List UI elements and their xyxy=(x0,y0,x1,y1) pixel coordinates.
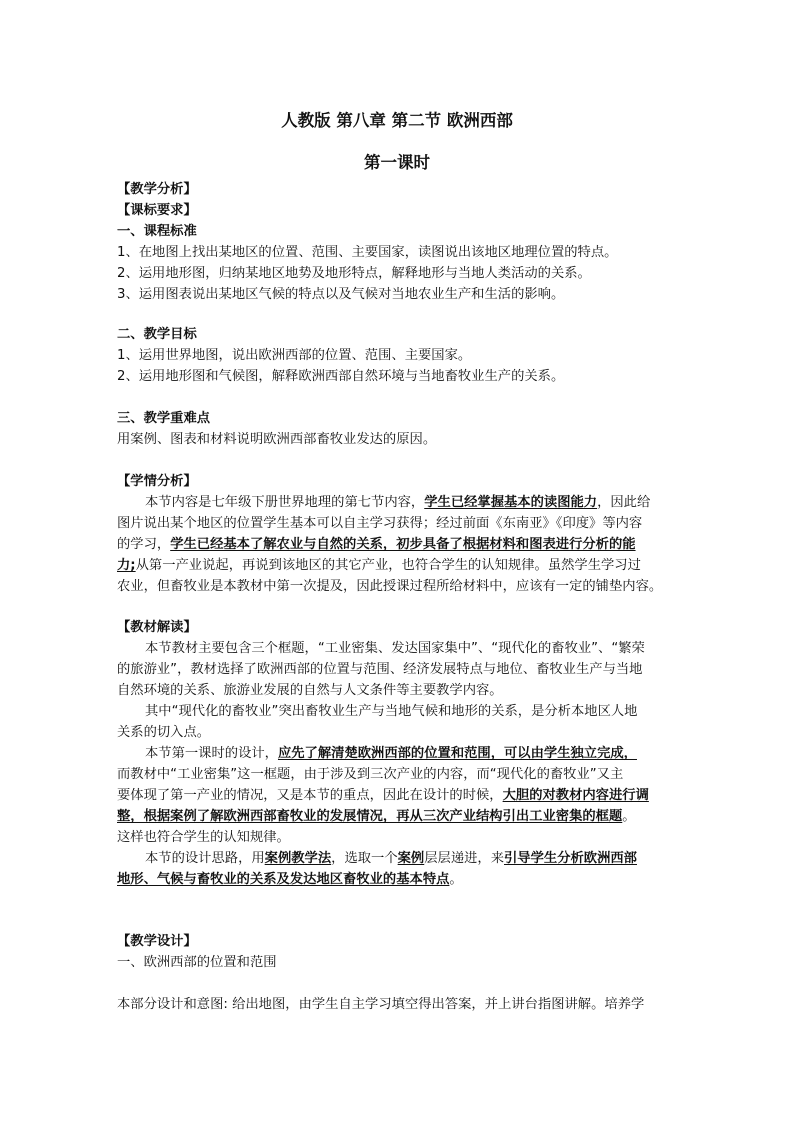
section-heading-design: 【教学设计】 xyxy=(117,934,197,949)
emphasis-text: 学生已经基本了解农业与自然的关系，初步具备了根据材料和图表进行分析的能 xyxy=(170,537,636,552)
textbook-paragraph-line xyxy=(117,869,677,890)
learner-paragraph-line xyxy=(117,492,705,513)
design-intent-line: 本部分设计和意图: 给出地图，由学生自主学习填空得出答案，并上讲台指图讲解。培养学 xyxy=(117,997,645,1012)
text-run: 。 xyxy=(622,809,636,824)
emphasis-text: 力; xyxy=(117,558,136,573)
text-run: 。 xyxy=(449,872,463,887)
textbook-paragraph-line: 本节教材主要包含三个框题，“工业密集、发达国家集中”、“现代化的畜牧业”、“繁荣 xyxy=(145,641,645,656)
subheading-standard: 一、课程标准 xyxy=(117,224,197,239)
emphasis-text: 大胆的对教材内容进行调 xyxy=(502,788,649,803)
subheading-goals: 二、教学目标 xyxy=(117,327,197,342)
text-run: 本节第一课时的设计， xyxy=(145,746,278,761)
subheading-keypoint: 三、教学重难点 xyxy=(117,411,211,426)
document-title: 人教版 第八章 第二节 欧洲西部 xyxy=(281,111,513,130)
textbook-paragraph-line: 其中“现代化的畜牧业”突出畜牧业生产与当地气候和地形的关系，是分析本地区人地 xyxy=(145,704,638,719)
goal-item: 2、运用地形图和气候图，解释欧洲西部自然环境与当地畜牧业生产的关系。 xyxy=(117,369,565,384)
text-run: 要体现了第一产业的情况，又是本节的重点，因此在设计的时候， xyxy=(117,788,503,803)
text-run: 从第一产业说起，再说到该地区的其它产业，也符合学生的认知规律。虽然学生学习过 xyxy=(135,558,641,573)
emphasis-text: 地形、气候与畜牧业的关系及发达地区畜牧业的基本特点 xyxy=(117,872,450,887)
emphasis-text: 引导学生分析欧洲西部 xyxy=(504,851,637,866)
keypoint-text: 用案例、图表和材料说明欧洲西部畜牧业发达的原因。 xyxy=(117,432,437,447)
text-run: 本节内容是七年级下册世界地理的第七节内容， xyxy=(145,495,425,510)
section-heading-textbook: 【教材解读】 xyxy=(117,620,197,635)
emphasis-text: 案例教学法 xyxy=(264,851,332,866)
standard-item: 2、运用地形图，归纳某地区地势及地形特点，解释地形与当地人类活动的关系。 xyxy=(117,266,591,281)
text-run: ，因此给 xyxy=(597,495,651,510)
emphasis-text: 整，根据案例了解欧洲西部畜牧业的发展情况，再从三次产业结构引出工业密集的框题 xyxy=(117,809,623,824)
textbook-paragraph-line xyxy=(117,806,677,827)
textbook-paragraph-line: 关系的切入点。 xyxy=(117,725,211,740)
emphasis-text: 学生已经掌握基本的读图能力 xyxy=(424,495,598,510)
textbook-paragraph-line xyxy=(117,743,705,764)
section-heading-curriculum: 【课标要求】 xyxy=(117,203,197,218)
learner-paragraph-line: 农业，但畜牧业是本教材中第一次提及，因此授课过程所给材料中，应该有一定的铺垫内容。 xyxy=(117,579,663,594)
standard-item: 3、运用图表说出某地区气候的特点以及气候对当地农业生产和生活的影响。 xyxy=(117,287,565,302)
emphasis-text: 应先了解清楚欧洲西部的位置和范围，可以由学生独立完成， xyxy=(277,746,637,761)
learner-paragraph-line xyxy=(117,534,677,555)
document-subtitle: 第一课时 xyxy=(364,153,430,172)
text-run: 本节的设计思路，用 xyxy=(145,851,265,866)
textbook-paragraph-line: 自然环境的关系、旅游业发展的自然与人文条件等主要教学内容。 xyxy=(117,683,503,698)
textbook-paragraph-line xyxy=(117,785,677,806)
learner-paragraph-line: 图片说出某个地区的位置学生基本可以自主学习获得；经过前面《东南亚》《印度》等内容 xyxy=(117,516,643,531)
learner-paragraph-line xyxy=(117,555,677,576)
goal-item: 1、运用世界地图，说出欧洲西部的位置、范围、主要国家。 xyxy=(117,348,472,363)
section-heading-analysis: 【教学分析】 xyxy=(117,182,197,197)
textbook-paragraph-line: 这样也符合学生的认知规律。 xyxy=(117,830,290,845)
emphasis-text: 案例 xyxy=(397,851,425,866)
design-subheading: 一、欧洲西部的位置和范围 xyxy=(117,955,277,970)
text-run: 层层递进，来 xyxy=(424,851,505,866)
section-heading-learner: 【学情分析】 xyxy=(117,474,197,489)
text-run: ，选取一个 xyxy=(331,851,398,866)
standard-item: 1、在地图上找出某地区的位置、范围、主要国家，读图说出该地区地理位置的特点。 xyxy=(117,245,618,260)
textbook-paragraph-line: 而教材中“工业密集”这一框题，由于涉及到三次产业的内容，而“现代化的畜牧业”又主 xyxy=(117,767,624,782)
textbook-paragraph-line: 的旅游业”，教材选择了欧洲西部的位置与范围、经济发展特点与地位、畜牧业生产与当地 xyxy=(117,662,643,677)
text-run: 的学习， xyxy=(117,537,171,552)
textbook-paragraph-line xyxy=(117,848,705,869)
